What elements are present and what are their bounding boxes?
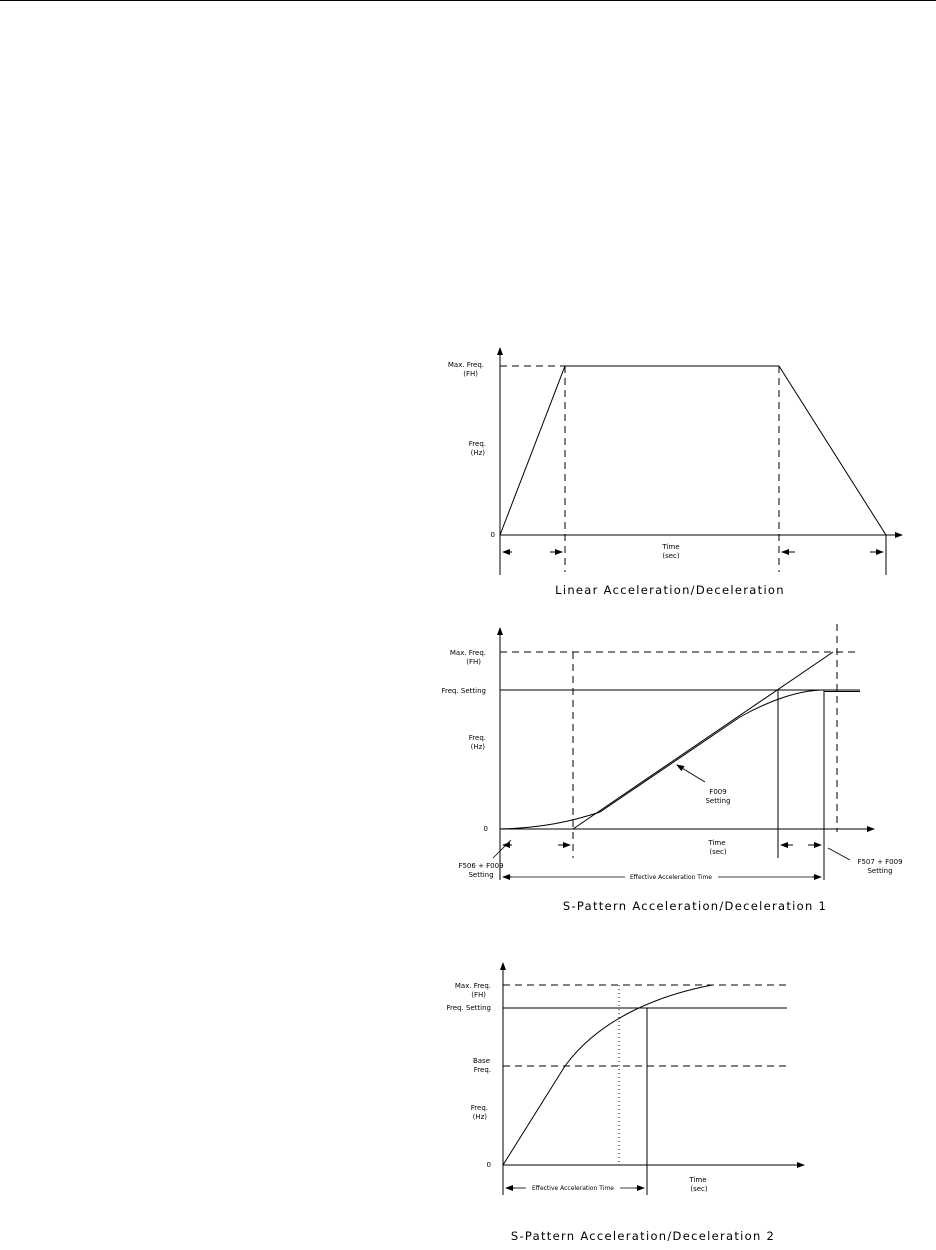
fig3-ylabel-freq-unit: (Hz) <box>472 1113 487 1121</box>
figure-linear <box>448 348 902 597</box>
fig2-note-right-leader <box>828 848 850 860</box>
fig3-ylabel-max-unit: (FH) <box>471 991 486 999</box>
fig2-note-left: F506 + F009 <box>458 862 504 870</box>
fig3-ylabel-setting: Freq. Setting <box>446 1004 491 1012</box>
fig2-note-left-leader <box>493 840 511 858</box>
fig1-ylabel-freq-unit: (Hz) <box>470 449 485 457</box>
fig3-ylabel-base: Base <box>472 1057 490 1065</box>
fig1-ylabel-max: Max. Freq. <box>447 361 484 369</box>
fig1-frequency-curve <box>500 366 886 535</box>
fig2-ylabel-max-unit: (FH) <box>466 658 481 666</box>
fig2-linear-slope <box>573 652 833 829</box>
fig1-ylabel-max-unit: (FH) <box>463 370 478 378</box>
fig3-caption: S-Pattern Acceleration/Deceleration 2 <box>510 1229 776 1243</box>
fig3-effective-label: Effective Acceleration Time <box>532 1185 614 1192</box>
fig2-ylabel-max: Max. Freq. <box>449 649 486 657</box>
fig2-slope-label-2: Setting <box>705 797 731 805</box>
fig2-ylabel-freq-unit: (Hz) <box>470 743 485 751</box>
figure-s-pattern-2 <box>446 963 804 1243</box>
fig2-xlabel-unit: (sec) <box>709 848 727 856</box>
fig1-caption: Linear Acceleration/Deceleration <box>555 583 785 597</box>
fig2-note-left-2: Setting <box>468 871 494 879</box>
fig3-zero-label: 0 <box>486 1161 491 1169</box>
fig2-effective-label: Effective Acceleration Time <box>630 874 712 881</box>
fig2-note-right: F507 + F009 <box>857 858 903 866</box>
figure-s-pattern-1 <box>441 624 902 913</box>
fig2-slope-label: F009 <box>709 788 727 796</box>
fig1-xlabel-unit: (sec) <box>662 552 680 560</box>
fig2-note-right-2: Setting <box>867 867 893 875</box>
fig3-ylabel-freq: Freq. <box>470 1104 488 1112</box>
fig1-ylabel-freq: Freq. <box>468 440 486 448</box>
fig3-s-curve <box>503 985 712 1165</box>
fig2-ylabel-setting: Freq. Setting <box>441 687 486 695</box>
fig2-caption: S-Pattern Acceleration/Deceleration 1 <box>562 899 828 913</box>
fig3-xlabel-unit: (sec) <box>690 1185 708 1193</box>
fig2-xlabel: Time <box>708 839 726 847</box>
fig2-s-curve <box>500 690 824 829</box>
fig3-ylabel-max: Max. Freq. <box>454 982 491 990</box>
fig2-zero-label: 0 <box>483 825 488 833</box>
fig2-slope-pointer <box>677 765 705 782</box>
fig1-zero-label: 0 <box>490 531 495 539</box>
fig3-ylabel-base-2: Freq. <box>473 1066 491 1074</box>
fig2-ylabel-freq: Freq. <box>468 734 486 742</box>
fig1-xlabel: Time <box>662 543 680 551</box>
fig3-xlabel: Time <box>689 1176 707 1184</box>
